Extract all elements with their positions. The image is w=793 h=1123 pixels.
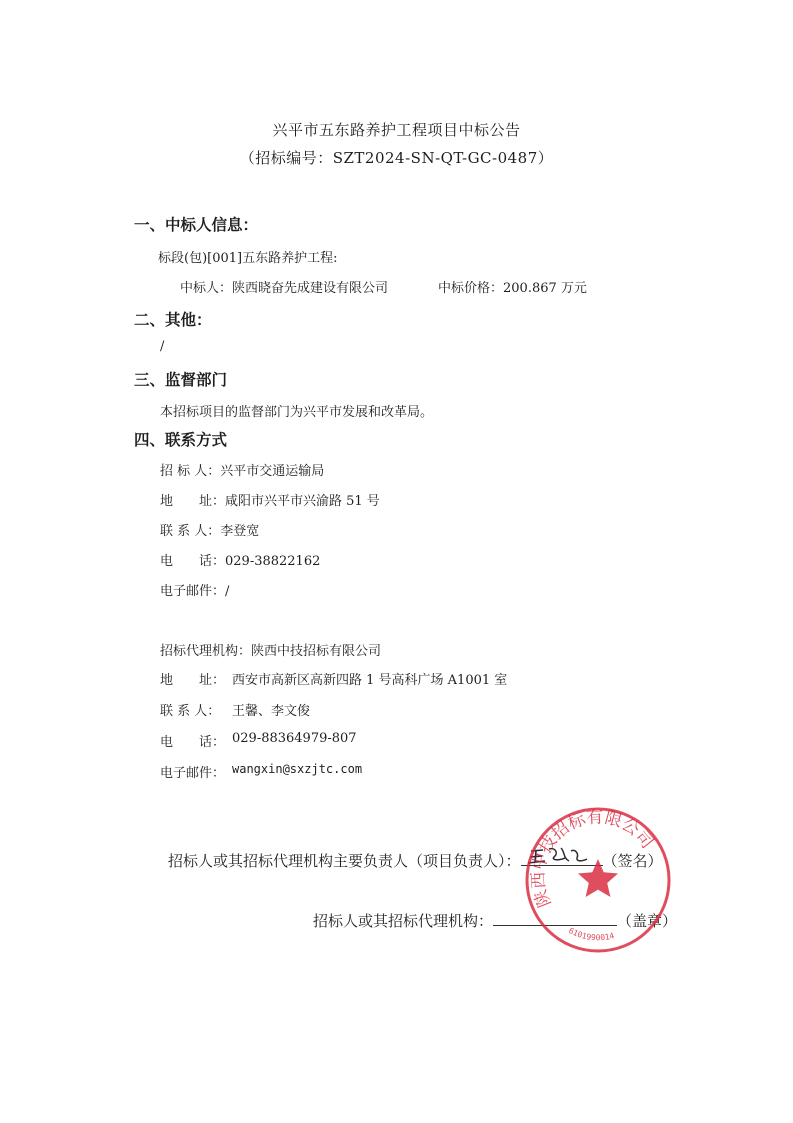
signature-suffix: （签名） [602, 852, 663, 870]
agency-email: wangxin@sxzjtc.com [232, 762, 363, 776]
lot-info: 标段(包)[001]五东路养护工程: [158, 251, 338, 266]
section-heading-winner: 一、中标人信息： [134, 216, 259, 234]
tenderer-contact: 联 系 人：李登宽 [160, 524, 260, 539]
section-heading-other: 二、其他： [134, 311, 212, 329]
other-content: / [160, 339, 165, 354]
agency-name: 招标代理机构：陕西中技招标有限公司 [160, 644, 382, 659]
section-heading-supervision: 三、监督部门 [134, 371, 228, 389]
signature-label: 招标人或其招标代理机构主要负责人（项目负责人）： [168, 852, 521, 870]
page-title: 兴平市五东路养护工程项目中标公告 [272, 121, 521, 139]
section-heading-contact: 四、联系方式 [134, 431, 228, 449]
winner-price: 中标价格：200.867 万元 [438, 281, 587, 296]
tenderer-email: 电子邮件：/ [160, 584, 230, 599]
official-seal-stamp [523, 805, 673, 955]
agency-phone-label: 电 话： [160, 735, 226, 750]
supervision-content: 本招标项目的监督部门为兴平市发展和改革局。 [160, 405, 434, 420]
agency-contact-label: 联 系 人： [160, 704, 221, 719]
agency-contact: 王馨、李文俊 [232, 704, 311, 719]
winner-name: 中标人：陕西晓奋先成建设有限公司 [180, 281, 389, 296]
agency-address-label: 地 址： [160, 673, 226, 688]
agency-address: 西安市高新区高新四路 1 号高科广场 A1001 室 [232, 673, 508, 688]
tenderer-name: 招 标 人：兴平市交通运输局 [160, 464, 325, 479]
agency-email-label: 电子邮件： [160, 766, 226, 781]
tender-number: （招标编号：SZT2024-SN-QT-GC-0487） [239, 149, 554, 167]
seal-label: 招标人或其招标代理机构： [313, 912, 494, 930]
stamp-number: 6101990014 [567, 926, 616, 943]
stamp-star [578, 859, 618, 897]
agency-phone: 029-88364979-807 [232, 731, 357, 746]
tenderer-phone: 电 话：029-38822162 [160, 554, 321, 569]
stamp-organization-text: 陕西中技招标有限公司 [528, 807, 658, 910]
seal-suffix: （盖章） [617, 912, 678, 930]
tenderer-address: 地 址：咸阳市兴平市兴渝路 51 号 [160, 494, 380, 509]
